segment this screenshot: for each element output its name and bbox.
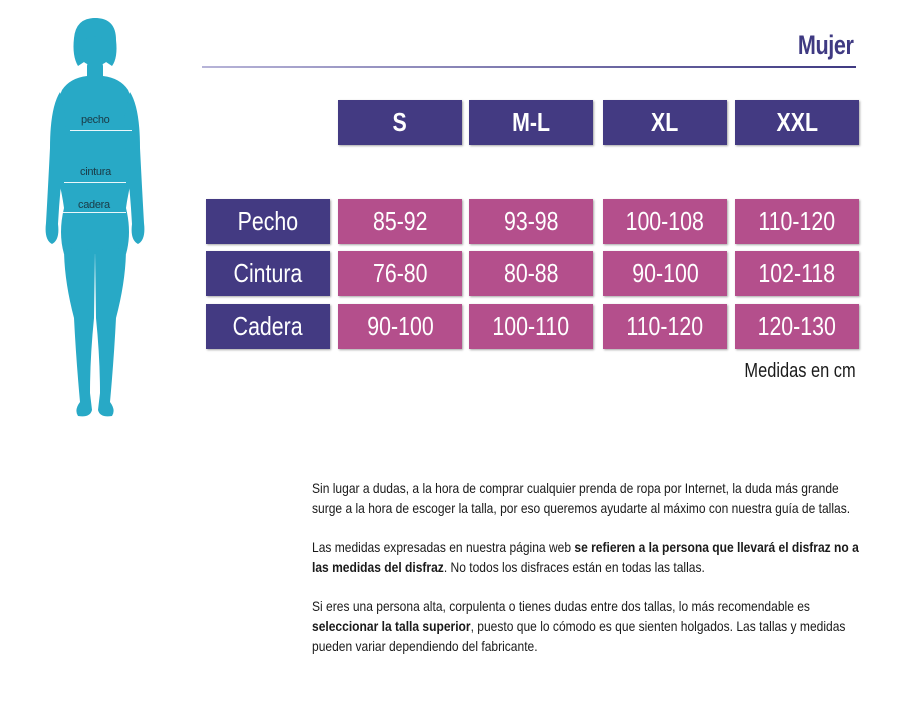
title-divider <box>202 66 856 68</box>
page-title: Mujer <box>798 30 854 60</box>
table-cell: 76-80 <box>338 251 462 296</box>
size-header-xl: XL <box>603 100 727 145</box>
table-cell: 102-118 <box>735 251 859 296</box>
table-cell: 120-130 <box>735 304 859 349</box>
paragraph: Las medidas expresadas en nuestra página web se refieren a la persona que llevará el disfraz no a las medidas del disfraz. No todos los disfraces están en todas las tallas. <box>312 539 859 575</box>
waist-label: cintura <box>80 166 111 178</box>
table-cell: 110-120 <box>735 199 859 244</box>
unit-note: Medidas en cm <box>744 360 856 382</box>
row-label-hip: Cadera <box>206 304 330 349</box>
hip-line <box>60 212 126 213</box>
paragraph: Si eres una persona alta, corpulenta o tienes dudas entre dos tallas, lo más recomendable es seleccionar la talla superior, puesto que lo cómodo es que sienten holgados. Las tallas y medidas pueden variar dependiendo del fabricante. <box>312 598 846 654</box>
table-cell: 100-110 <box>469 304 593 349</box>
table-cell: 100-108 <box>603 199 727 244</box>
table-cell: 90-100 <box>338 304 462 349</box>
table-cell: 90-100 <box>603 251 727 296</box>
waist-line <box>64 182 126 183</box>
chest-label: pecho <box>81 114 110 126</box>
row-label-waist: Cintura <box>206 251 330 296</box>
table-cell: 80-88 <box>469 251 593 296</box>
size-header-xxl: XXL <box>735 100 859 145</box>
chest-line <box>70 130 132 131</box>
row-label-chest: Pecho <box>206 199 330 244</box>
body-silhouette <box>40 18 150 418</box>
table-cell: 85-92 <box>338 199 462 244</box>
size-header-s: S <box>338 100 462 145</box>
size-header-m-l: M-L <box>469 100 593 145</box>
woman-figure-icon <box>40 18 150 418</box>
size-guide-text <box>312 478 860 675</box>
paragraph: Sin lugar a dudas, a la hora de comprar cualquier prenda de ropa por Internet, la duda más grande surge a la hora de escoger la talla, por eso queremos ayudarte al máximo con nuestra guía de tallas. <box>312 480 851 516</box>
table-cell: 110-120 <box>603 304 727 349</box>
table-cell: 93-98 <box>469 199 593 244</box>
hip-label: cadera <box>78 199 110 211</box>
